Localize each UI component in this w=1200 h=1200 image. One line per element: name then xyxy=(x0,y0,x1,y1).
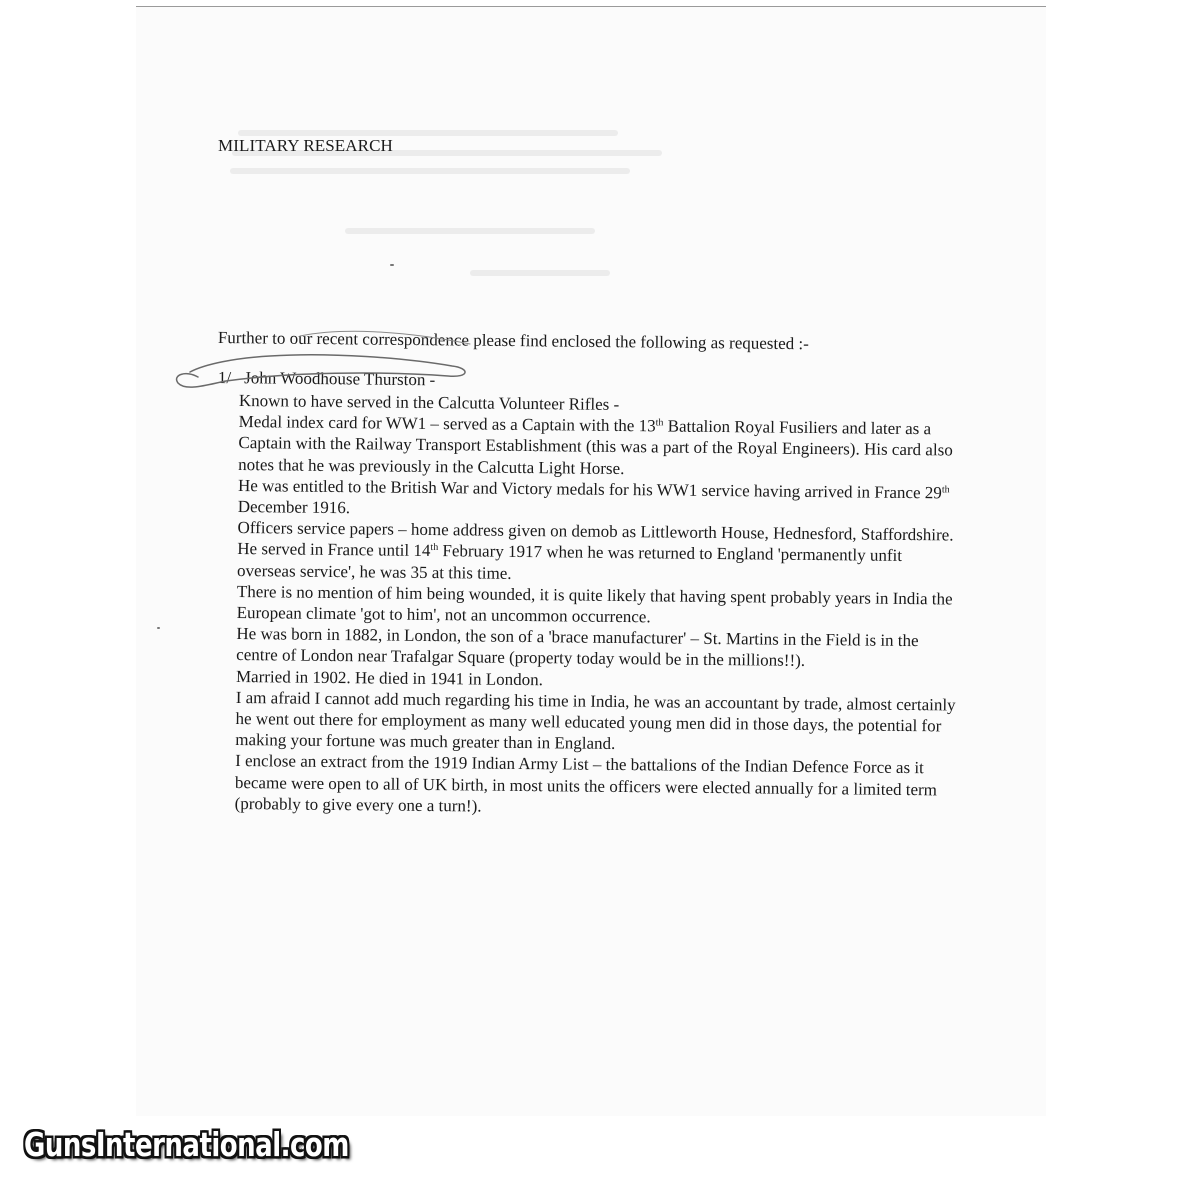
bleed-through-line xyxy=(470,270,610,276)
note-paragraph: He was born in 1882, in London, the son of a 'brace manufacturer' – St. Martins in the Field is in the centre of London near Trafalgar Square (property today would be in the millions!!). xyxy=(236,624,919,671)
note-paragraph: Medal index card for WW1 – served as a Captain with the 13th Battalion Royal Fusiliers and later as a Captain with the Railway Transport Establishment (this was a part of the Royal Engineers). His card also notes that he was previously in the Calcutta Light Horse. xyxy=(238,412,953,478)
site-logo: GunsInternational.com xyxy=(24,1127,349,1165)
page-top-edge xyxy=(136,6,1046,7)
scan-speck xyxy=(390,264,394,266)
item-number: 1/ xyxy=(217,368,232,388)
research-notes xyxy=(235,390,961,822)
note-paragraph: I am afraid I cannot add much regarding his time in India, he was an accountant by trade, almost certainly he went out there for employment as many well educated young men did in those days, the potential for making your fortune was much greater than in England. xyxy=(235,687,956,754)
intro-sentence: Further to our recent correspondence please find enclosed the following as requested :- xyxy=(217,328,809,354)
note-paragraph: There is no mention of him being wounded, it is quite likely that having spent probably years in India the European climate 'got to him', not an uncommon occurrence. xyxy=(236,581,953,627)
note-paragraph: Officers service papers – home address given on demob as Littleworth House, Hednesford, Staffordshire. xyxy=(237,518,954,545)
note-paragraph: Known to have served in the Calcutta Volunteer Rifles - xyxy=(238,390,620,414)
bleed-through-line xyxy=(230,168,630,174)
note-paragraph: I enclose an extract from the 1919 Indian Army List – the battalions of the Indian Defence Force as it became were open to all of UK birth, in most units the officers were elected annually for a limited term (probably to give every one a turn!). xyxy=(234,751,938,816)
note-paragraph: He was entitled to the British War and Victory medals for his WW1 service having arrived in France 29th December 1916. xyxy=(237,475,950,518)
bleed-through-line xyxy=(345,228,595,234)
page-title: MILITARY RESEARCH xyxy=(218,136,393,155)
item-heading xyxy=(218,368,436,390)
note-paragraph: He served in France until 14th February 1917 when he was returned to England 'permanently unfit overseas service', he was 35 at this time. xyxy=(237,539,903,583)
item-name: John Woodhouse Thurston - xyxy=(244,368,436,390)
note-paragraph: Married in 1902. He died in 1941 in London. xyxy=(235,666,543,689)
scan-speck xyxy=(157,627,160,629)
